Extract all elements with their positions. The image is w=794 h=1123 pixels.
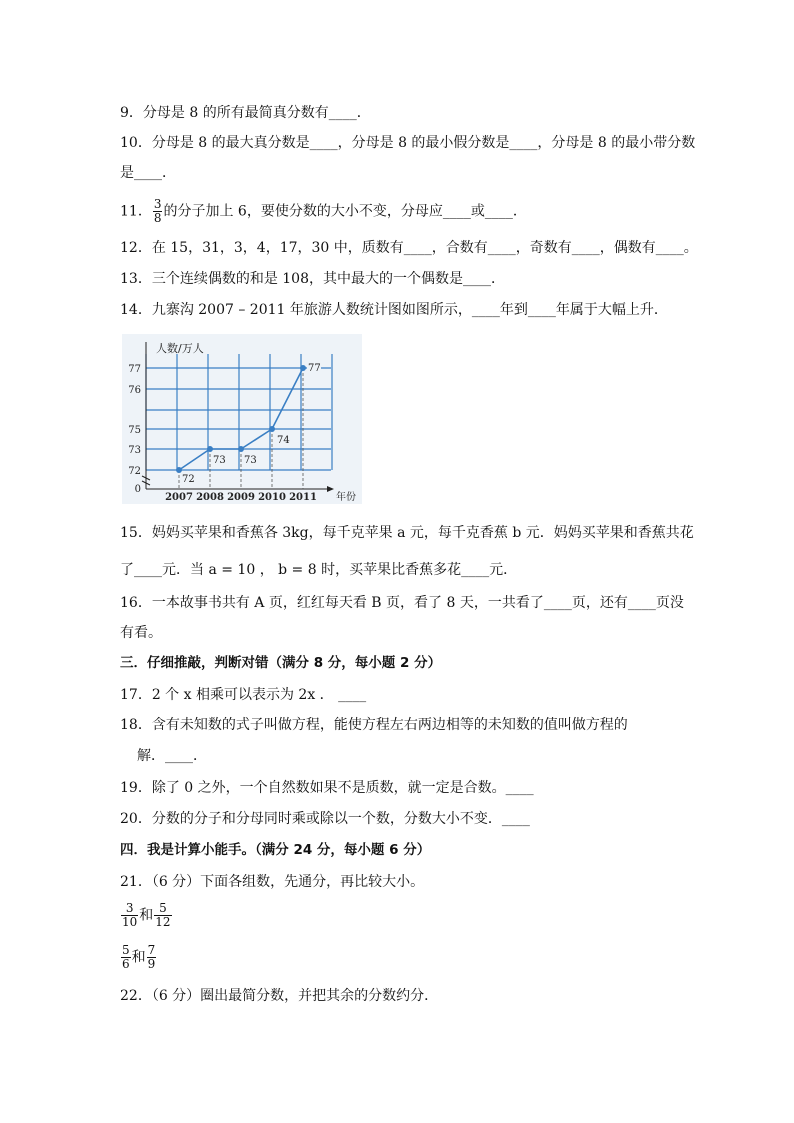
fraction-pair-2: [120, 944, 157, 971]
x-tick-label: 2010: [258, 492, 286, 503]
data-label: 77: [308, 363, 321, 374]
fraction: [153, 198, 163, 225]
question-19: 19．除了 0 之外，一个自然数如果不是质数，就一定是合数。____: [120, 780, 534, 796]
y-axis-title: 人数/万人: [156, 342, 204, 355]
question-15-line2: 了____元．当 a = 10 ， b = 8 时，买苹果比香蕉多花____元．: [120, 562, 518, 578]
y-tick-label: 73: [128, 445, 141, 456]
y-tick-label: 72: [128, 466, 141, 477]
data-point: [176, 467, 182, 473]
section-3-heading: 三．仔细推敲，判断对错（满分 8 分，每小题 2 分）: [120, 655, 442, 671]
question-10-line2: 是____．: [120, 165, 176, 181]
data-point: [300, 365, 306, 371]
question-16-line2: 有看。: [120, 625, 162, 641]
zero-label: 0: [134, 484, 141, 495]
fraction: [154, 902, 171, 929]
fraction: [121, 944, 131, 971]
question-14: 14．九寨沟 2007 – 2011 年旅游人数统计图如图所示，____年到____年属于大幅上升．: [120, 302, 668, 318]
and-label: 和: [139, 907, 154, 924]
x-tick-label: 2008: [196, 492, 224, 503]
x-axis-title: 年份: [336, 492, 356, 503]
question-text: 的分子加上 6，要使分数的大小不变，分母应____或____．: [163, 203, 527, 220]
section-4-heading: 四．我是计算小能手。（满分 24 分，每小题 6 分）: [120, 842, 431, 858]
and-label: 和: [131, 949, 146, 966]
fraction: [147, 944, 157, 971]
data-label: 73: [213, 455, 226, 466]
x-tick-label: 2009: [227, 492, 255, 503]
y-tick-label: 75: [128, 425, 141, 436]
numerator: 3: [153, 197, 162, 211]
tourist-line-chart: [122, 334, 362, 504]
x-tick-label: 2007: [165, 492, 193, 503]
numerator: 5: [154, 902, 171, 916]
question-21: 21．（6 分）下面各组数，先通分，再比较大小。: [120, 874, 425, 890]
question-17: 17．2 个 x 相乘可以表示为 2x ． ____: [120, 687, 367, 703]
question-16-line1: 16．一本故事书共有 A 页，红红每天看 B 页，看了 8 天，一共看了____页，还有____页没: [120, 595, 684, 611]
question-18-line1: 18．含有未知数的式子叫做方程，能使方程左右两边相等的未知数的值叫做方程的: [120, 717, 628, 733]
denominator: 12: [155, 915, 171, 929]
numerator: 7: [147, 943, 156, 957]
numerator: 3: [121, 902, 138, 916]
numerator: 5: [122, 943, 130, 957]
denominator: 6: [122, 957, 130, 971]
fraction-pair-1: [120, 902, 173, 929]
question-20: 20．分数的分子和分母同时乘或除以一个数，分数大小不变．____: [120, 811, 530, 827]
question-18-line2: 解．____．: [137, 748, 207, 764]
x-tick-label: 2011: [289, 492, 317, 503]
y-tick-label: 77: [128, 364, 141, 375]
question-13: 13．三个连续偶数的和是 108，其中最大的一个偶数是____．: [120, 271, 505, 287]
denominator: 9: [147, 957, 156, 971]
question-22: 22．（6 分）圈出最简分数，并把其余的分数约分．: [120, 988, 439, 1004]
fraction: [121, 902, 138, 929]
question-9: 9．分母是 8 的所有最简真分数有____．: [120, 105, 371, 121]
data-label: 74: [277, 435, 290, 446]
data-point: [238, 446, 244, 452]
question-number: 11．: [120, 203, 152, 220]
question-15-line1: 15．妈妈买苹果和香蕉各 3kg，每千克苹果 a 元，每千克香蕉 b 元．妈妈买苹果和香蕉共花: [120, 525, 694, 541]
data-point: [207, 446, 213, 452]
data-label: 73: [244, 455, 257, 466]
denominator: 8: [153, 211, 162, 225]
question-10-line1: 10．分母是 8 的最大真分数是____，分母是 8 的最小假分数是____，分母是 8 的最小带分数: [120, 135, 696, 151]
question-11: [120, 198, 527, 225]
denominator: 10: [122, 915, 138, 929]
data-label: 72: [182, 474, 195, 485]
y-tick-label: 76: [128, 385, 141, 396]
question-12: 12．在 15，31，3，4，17，30 中，质数有____，合数有____，奇数有____，偶数有____。: [120, 240, 698, 256]
data-point: [269, 426, 275, 432]
chart-background: [122, 334, 362, 504]
